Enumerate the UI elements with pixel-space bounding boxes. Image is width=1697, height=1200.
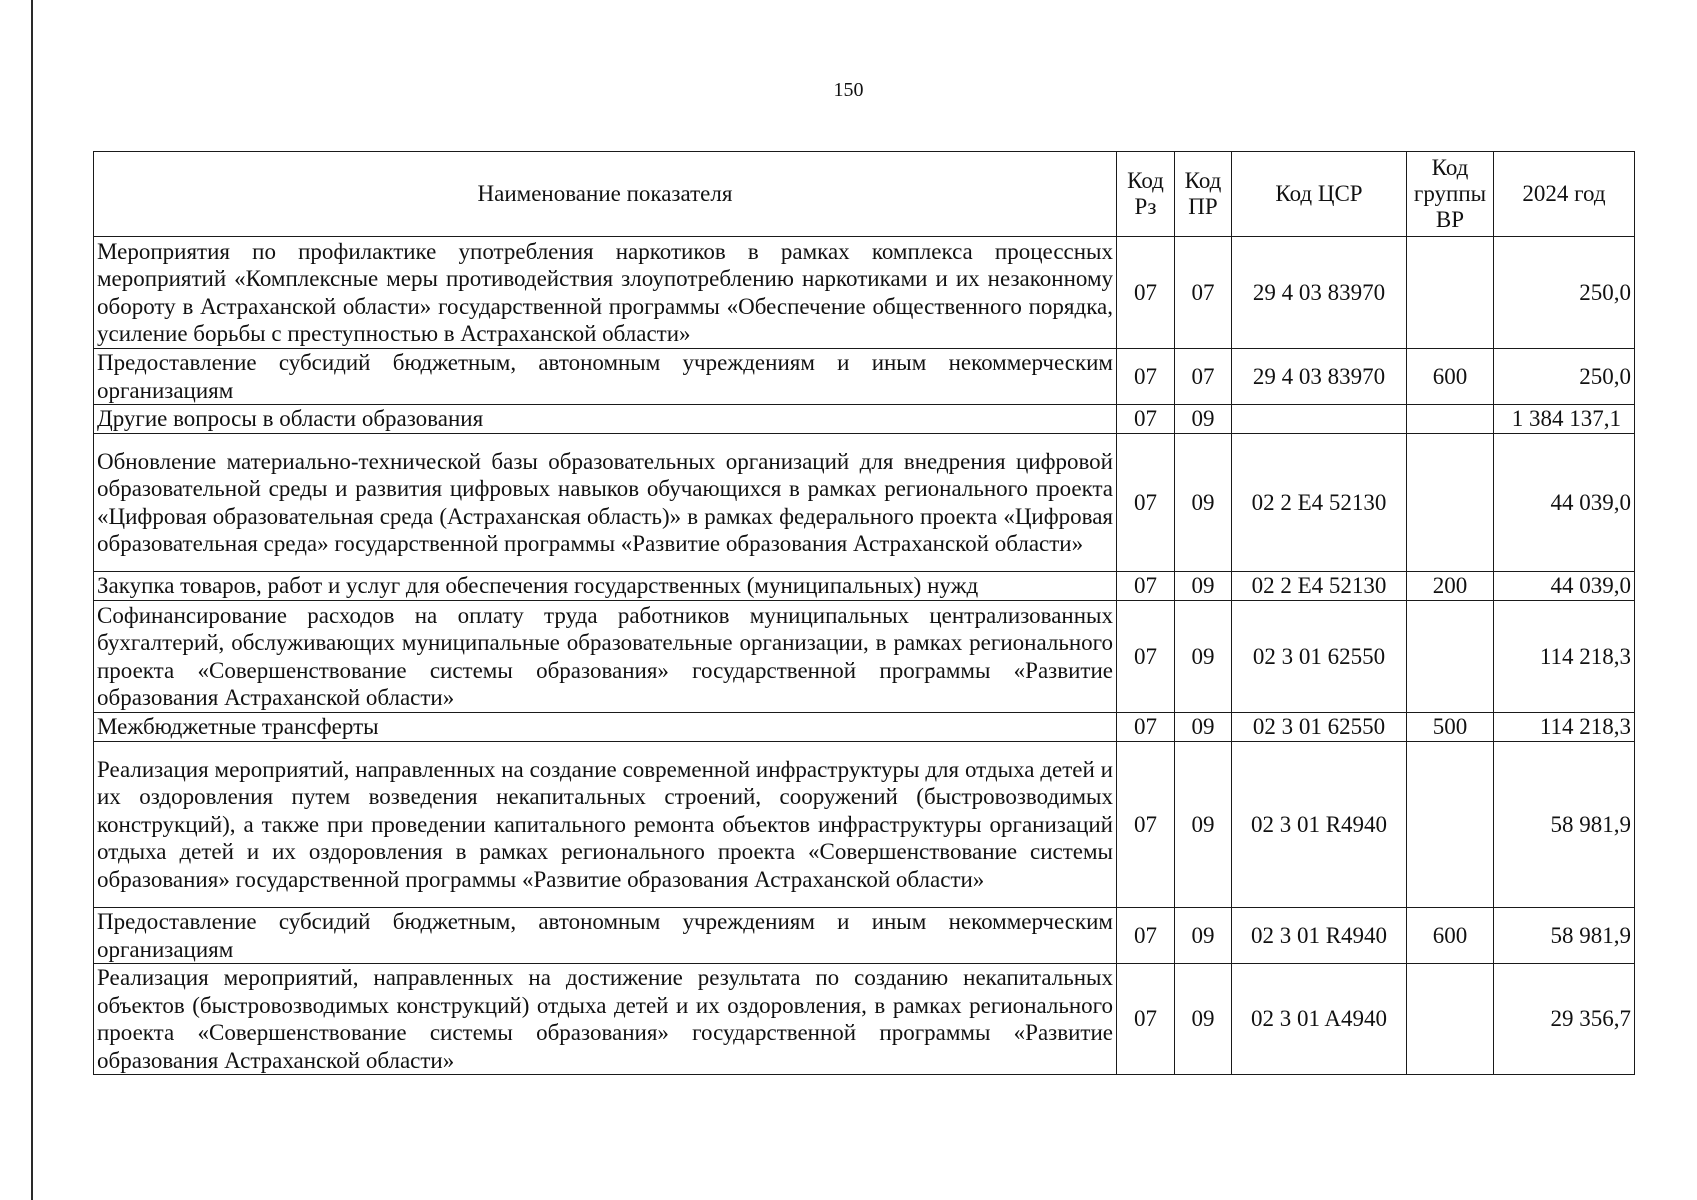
row-code-csr: 02 3 01 R4940 (1232, 908, 1407, 964)
row-code-pr: 09 (1175, 713, 1232, 742)
row-amount: 1 384 137,1 (1494, 405, 1635, 434)
row-code-rz: 07 (1117, 964, 1175, 1075)
row-code-rz: 07 (1117, 572, 1175, 601)
row-code-rz: 07 (1117, 237, 1175, 349)
table-row (94, 572, 1635, 601)
row-name: Реализация мероприятий, направленных на создание современной инфраструктуры для отдыха детей и их оздоровления путем возведения некапитальных строений, сооружений (быстровозводимых конструкций), а также при проведении капитального ремонта объектов инфраструктуры организаций отдыха детей и их оздоровления в рамках регионального проекта «Совершенствование системы образования» государственной программы «Развитие образования Астраханской области» (94, 742, 1117, 908)
row-code-pr: 07 (1175, 237, 1232, 349)
row-name: Предоставление субсидий бюджетным, автономным учреждениям и иным некоммерческим организациям (94, 908, 1117, 964)
header-name: Наименование показателя (94, 152, 1117, 237)
row-amount: 114 218,3 (1494, 601, 1635, 713)
table-row (94, 964, 1635, 1075)
row-code-pr: 09 (1175, 434, 1232, 572)
row-code-pr: 09 (1175, 572, 1232, 601)
row-name: Обновление материально-технической базы образовательных организаций для внедрения цифровой образовательной среды и развития цифровых навыков обучающихся в рамках регионального проекта «Цифровая образовательная среда (Астраханская область)» в рамках федерального проекта «Цифровая образовательная среда» государственной программы «Развитие образования Астраханской области» (94, 434, 1117, 572)
row-code-rz: 07 (1117, 908, 1175, 964)
row-code-rz: 07 (1117, 601, 1175, 713)
row-amount: 29 356,7 (1494, 964, 1635, 1075)
row-code-rz: 07 (1117, 742, 1175, 908)
table-row (94, 713, 1635, 742)
row-code-pr: 09 (1175, 601, 1232, 713)
row-code-vr (1407, 237, 1494, 349)
table-row (94, 742, 1635, 908)
row-code-csr: 02 3 01 62550 (1232, 601, 1407, 713)
table-row (94, 237, 1635, 349)
row-code-rz: 07 (1117, 713, 1175, 742)
row-code-vr: 600 (1407, 349, 1494, 405)
row-code-pr: 09 (1175, 964, 1232, 1075)
row-code-rz: 07 (1117, 434, 1175, 572)
row-code-vr (1407, 434, 1494, 572)
row-code-csr: 02 2 E4 52130 (1232, 572, 1407, 601)
row-code-pr: 07 (1175, 349, 1232, 405)
row-code-csr (1232, 405, 1407, 434)
row-name: Софинансирование расходов на оплату труда работников муниципальных централизованных бухгалтерий, обслуживающих муниципальные образовательные организации, в рамках регионального проекта «Совершенствование системы образования» государственной программы «Развитие образования Астраханской области» (94, 601, 1117, 713)
row-code-csr: 02 3 01 A4940 (1232, 964, 1407, 1075)
table-row (94, 601, 1635, 713)
binding-line (31, 0, 33, 1200)
row-code-pr: 09 (1175, 908, 1232, 964)
header-code-csr: Код ЦСР (1232, 152, 1407, 237)
row-name: Межбюджетные трансферты (94, 713, 1117, 742)
table-header-row (94, 152, 1635, 237)
row-code-pr: 09 (1175, 742, 1232, 908)
budget-table (93, 151, 1635, 1075)
table-row (94, 908, 1635, 964)
row-name: Реализация мероприятий, направленных на достижение результата по созданию некапитальных объектов (быстровозводимых конструкций) отдыха детей и их оздоровления, в рамках регионального проекта «Совершенствование системы образования» государственной программы «Развитие образования Астраханской области» (94, 964, 1117, 1075)
row-amount: 250,0 (1494, 349, 1635, 405)
row-code-rz: 07 (1117, 349, 1175, 405)
page-number: 150 (833, 79, 864, 101)
row-code-csr: 02 3 01 R4940 (1232, 742, 1407, 908)
table-row (94, 405, 1635, 434)
row-code-vr (1407, 405, 1494, 434)
header-code-rz: Код Рз (1117, 152, 1175, 237)
header-code-vr: Код группы ВР (1407, 152, 1494, 237)
row-name: Предоставление субсидий бюджетным, автономным учреждениям и иным некоммерческим организациям (94, 349, 1117, 405)
row-name: Другие вопросы в области образования (94, 405, 1117, 434)
row-code-vr (1407, 964, 1494, 1075)
row-code-vr (1407, 601, 1494, 713)
row-code-vr: 600 (1407, 908, 1494, 964)
row-amount: 44 039,0 (1494, 572, 1635, 601)
header-year-2024: 2024 год (1494, 152, 1635, 237)
row-code-pr: 09 (1175, 405, 1232, 434)
row-amount: 114 218,3 (1494, 713, 1635, 742)
row-amount: 44 039,0 (1494, 434, 1635, 572)
row-amount: 58 981,9 (1494, 742, 1635, 908)
row-amount: 250,0 (1494, 237, 1635, 349)
row-name: Закупка товаров, работ и услуг для обеспечения государственных (муниципальных) нужд (94, 572, 1117, 601)
row-code-vr: 500 (1407, 713, 1494, 742)
row-code-rz: 07 (1117, 405, 1175, 434)
row-name: Мероприятия по профилактике употребления наркотиков в рамках комплекса процессных мероприятий «Комплексные меры противодействия злоупотреблению наркотиками и их незаконному обороту в Астраханской области» государственной программы «Обеспечение общественного порядка, усиление борьбы с преступностью в Астраханской области» (94, 237, 1117, 349)
row-code-csr: 29 4 03 83970 (1232, 237, 1407, 349)
table-row (94, 434, 1635, 572)
table-row (94, 349, 1635, 405)
row-code-csr: 29 4 03 83970 (1232, 349, 1407, 405)
row-amount: 58 981,9 (1494, 908, 1635, 964)
row-code-csr: 02 3 01 62550 (1232, 713, 1407, 742)
row-code-vr: 200 (1407, 572, 1494, 601)
row-code-csr: 02 2 E4 52130 (1232, 434, 1407, 572)
row-code-vr (1407, 742, 1494, 908)
header-code-pr: Код ПР (1175, 152, 1232, 237)
